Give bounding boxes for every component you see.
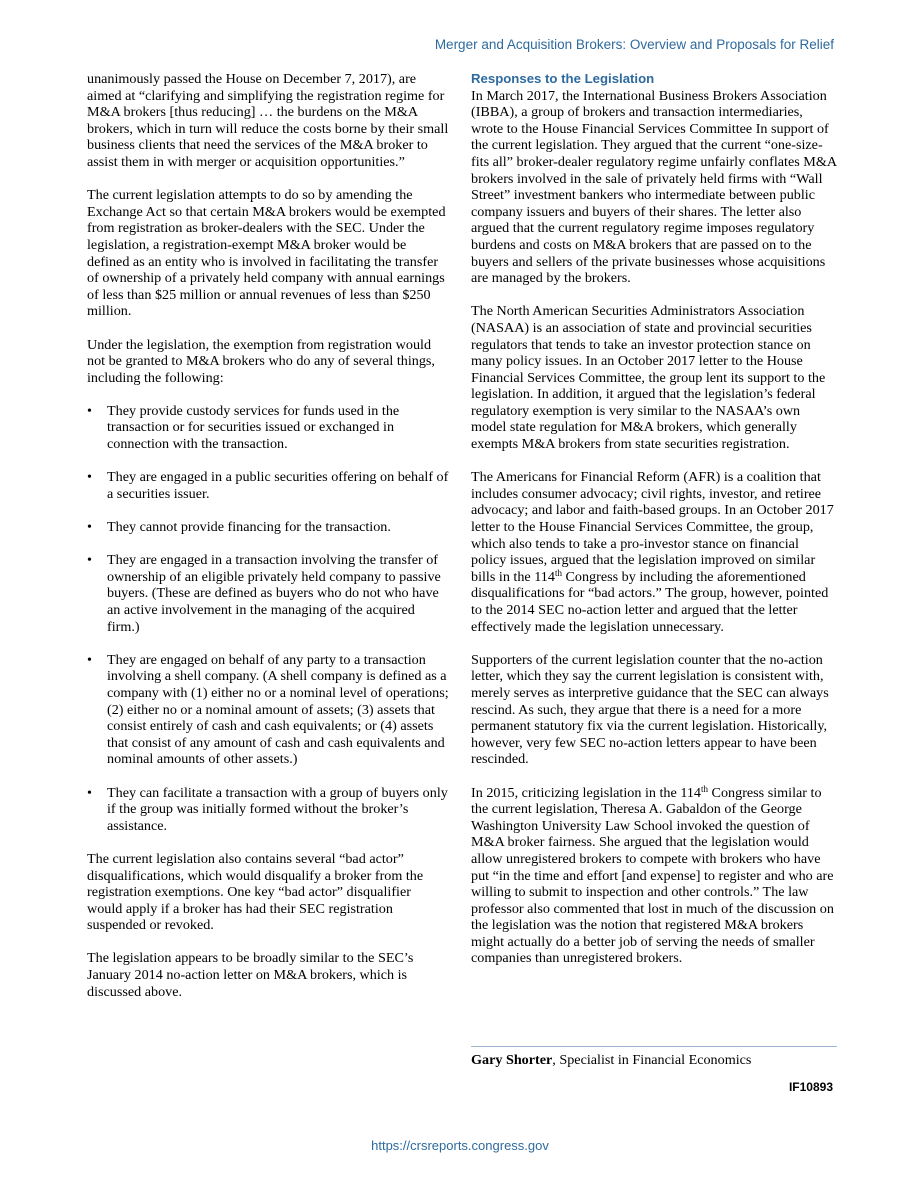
list-item (87, 552, 449, 635)
list-item (87, 469, 449, 502)
list-item (87, 519, 449, 536)
paragraph: In March 2017, the International Business Brokers Association (IBBA), a group of brokers and transaction intermediaries, wrote to the House Financial Services Committee In support of the current legislation. They argued that the current “one-size-fits all” broker-dealer regulatory regime unfairly conflates M&A brokers involved in the sale of privately held firms with “Wall Street” investment bankers who intermediate between public company issuers and buyers of their shares. The letter also argued that the current regulatory regime imposes regulatory burdens and costs on M&A brokers that are passed on to the buyers and sellers of the private businesses whose acquisitions are managed by the brokers. (471, 87, 837, 287)
bullet-icon: • (87, 552, 92, 569)
paragraph-text: Congress similar to the current legislation, Theresa A. Gabaldon of the George Washington University Law School invoked the question of M&A broker fairness. She argued that the legislation would allow unregistered brokers to compete with brokers who have put “in the time and effort [and expense] to register and who are willing to submit to inspection and other controls.” The law professor also commented that lost in much of the discussion on the legislation was the notion that registered M&A brokers might actually do a better job of serving the needs of smaller companies than unregistered brokers. (471, 784, 834, 967)
list-item-text: They are engaged on behalf of any party to a transaction involving a shell company. (A shell company is defined as a company with (1) either no or a nominal level of operations; (2) either no or a nominal amount of assets; (3) assets that consist entirely of cash and cash equivalents; or (4) assets that consist of any amount of cash and cash equivalents and nominal amounts of other assets.) (107, 651, 449, 768)
paragraph-text: In 2015, criticizing legislation in the 114 (471, 784, 701, 801)
list-item (87, 403, 449, 453)
ordinal-superscript: th (554, 567, 562, 578)
paragraph (471, 785, 837, 968)
paragraph-text: The Americans for Financial Reform (AFR) is a coalition that includes consumer advocacy; civil rights, investor, and retiree advocacy; and labor and faith-based groups. In an October 2017 letter to the House Financial Services Committee, the group, which also tends to take a pro-investor stance on financial policy issues, argued that the legislation improved on similar bills in the 114 (471, 469, 834, 585)
paragraph: The legislation appears to be broadly similar to the SEC’s January 2014 no-action letter on M&A brokers, which is discussed above. (87, 950, 414, 1000)
paragraph: The current legislation attempts to do so by amending the Exchange Act so that certain M&A brokers would be exempted from registration as broker-dealers with the SEC. Under the legislation, a registration-exempt M&A broker would be defined as an entity who is involved in facilitating the transfer of ownership of a privately held company with annual earnings of less than $25 million or annual revenues of less than $250 million. (87, 187, 446, 320)
bullet-icon: • (87, 402, 92, 419)
bullet-icon: • (87, 651, 92, 668)
list-item-text: They provide custody services for funds used in the transaction or for securities issued or exchanged in connection with the transaction. (107, 402, 400, 453)
right-column (471, 71, 837, 984)
list-item-text: They cannot provide financing for the transaction. (107, 519, 391, 536)
author-line (471, 1052, 751, 1069)
list-item-text: They are engaged in a public securities offering on behalf of a securities issuer. (107, 469, 449, 502)
list-item (87, 785, 449, 835)
footer-url-link[interactable]: https://crsreports.congress.gov (371, 1138, 549, 1153)
exemption-exclusions-list (87, 403, 449, 834)
paragraph: The North American Securities Administrators Association (NASAA) is an association of state and provincial securities regulators that tends to take an investor protection stance on many policy issues. In an October 2017 letter to the House Financial Services Committee, the group lent its support to the legislation. In addition, it argued that the legislation’s federal regulatory exemption is very similar to the NASAA’s own model state regulation for M&A brokers, which generally exempts M&A brokers from state securities registration. (471, 303, 826, 453)
author-name: Gary Shorter (471, 1052, 553, 1068)
paragraph: Under the legislation, the exemption from registration would not be granted to M&A brokers who do any of several things, including the following: (87, 336, 435, 386)
paragraph (471, 469, 837, 635)
bullet-icon: • (87, 784, 92, 801)
bullet-icon: • (87, 469, 92, 486)
bullet-icon: • (87, 519, 92, 536)
section-heading: Responses to the Legislation (471, 71, 655, 86)
left-column (87, 71, 449, 1017)
list-item (87, 652, 449, 768)
paragraph: Supporters of the current legislation counter that the no-action letter, which they say the current legislation is consistent with, merely serves as interpretive guidance that the SEC can always rescind. As such, they argue that there is a need for a more permanent statutory fix via the current legislation. Historically, however, very few SEC no-action letters appear to have been rescinded. (471, 651, 829, 768)
document-id: IF10893 (788, 1080, 833, 1094)
author-title: , Specialist in Financial Economics (552, 1052, 752, 1068)
ordinal-superscript: th (701, 783, 709, 794)
author-divider (471, 1046, 837, 1047)
paragraph: The current legislation also contains several “bad actor” disqualifications, which would disqualify a broker from the registration exemptions. One key “bad actor” disqualifier would apply if a broker has had their SEC registration suspended or revoked. (87, 850, 424, 934)
running-header-title: Merger and Acquisition Brokers: Overview and Proposals for Relief (434, 37, 834, 52)
list-item-text: They can facilitate a transaction with a group of buyers only if the group was initially formed without the broker’s assistance. (107, 784, 448, 834)
paragraph: unanimously passed the House on December 7, 2017), are aimed at “clarifying and simplifying the registration regime for M&A brokers [thus reducing] … the burdens on the M&A brokers, which in turn will reduce the costs borne by their small business clients that need the services of the M&A broker to assist them in with merger or acquisition opportunities.” (87, 71, 449, 170)
paragraph-text: Congress by including the aforementioned disqualifications for “bad actors.” The group, however, pointed to the 2014 SEC no-action letter and argued that the letter effectively made the legislation unnecessary. (471, 568, 829, 635)
list-item-text: They are engaged in a transaction involving the transfer of ownership of an eligible privately held company to passive buyers. (These are defined as buyers who do not who have an active involvement in the managing of the acquired firm.) (107, 552, 441, 635)
